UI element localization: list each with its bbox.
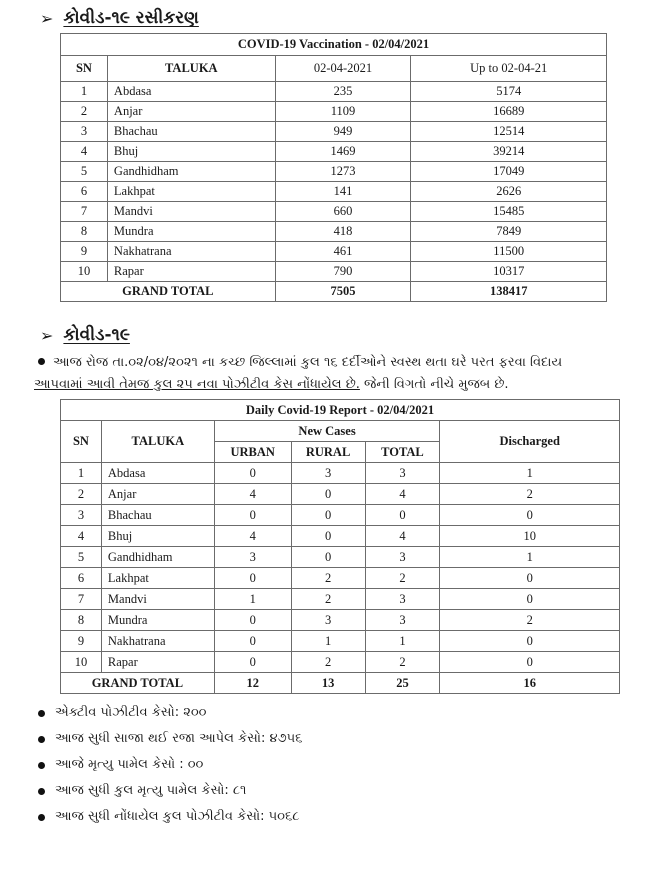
stats-list — [38, 700, 302, 830]
table-row — [61, 222, 607, 242]
grand-total-row — [61, 282, 607, 302]
cell-discharged: 2 — [440, 610, 620, 631]
cell-total: 3 — [365, 547, 440, 568]
cell-today: 141 — [275, 182, 411, 202]
table-row — [61, 547, 620, 568]
table-row — [61, 505, 620, 526]
stat-active-cases — [38, 700, 302, 726]
table-row — [61, 202, 607, 222]
cell-total: 2 — [365, 568, 440, 589]
cell-total: 1 — [365, 631, 440, 652]
cell-urban: 3 — [214, 547, 291, 568]
cell-taluka: Mundra — [101, 610, 214, 631]
cell-today: 1273 — [275, 162, 411, 182]
table-row — [61, 652, 620, 673]
cell-sn: 6 — [61, 182, 108, 202]
vaccination-heading-text: કોવીડ-૧૯ રસીકરણ — [63, 8, 199, 28]
cell-upto: 12514 — [411, 122, 607, 142]
cell-taluka: Nakhatrana — [101, 631, 214, 652]
table-row — [61, 162, 607, 182]
cell-total: 2 — [365, 652, 440, 673]
header-new-cases: New Cases — [214, 421, 440, 442]
cell-sn: 3 — [61, 505, 102, 526]
table-row — [61, 242, 607, 262]
cell-today: 660 — [275, 202, 411, 222]
table-row — [61, 122, 607, 142]
cell-taluka: Mundra — [107, 222, 275, 242]
cell-rural: 2 — [291, 568, 365, 589]
cell-discharged: 2 — [440, 484, 620, 505]
table-row — [61, 631, 620, 652]
header-total: TOTAL — [365, 442, 440, 463]
cell-upto: 10317 — [411, 262, 607, 282]
header-sn: SN — [61, 421, 102, 463]
cell-sn: 6 — [61, 568, 102, 589]
cell-total: 3 — [365, 610, 440, 631]
cell-urban: 0 — [214, 568, 291, 589]
cell-taluka: Rapar — [107, 262, 275, 282]
vaccination-table-title: COVID-19 Vaccination - 02/04/2021 — [61, 34, 607, 56]
cell-today: 1109 — [275, 102, 411, 122]
cell-taluka: Bhuj — [107, 142, 275, 162]
header-rural: RURAL — [291, 442, 365, 463]
cell-rural: 2 — [291, 652, 365, 673]
grand-total-upto: 138417 — [411, 282, 607, 302]
table-row — [61, 526, 620, 547]
cell-sn: 5 — [61, 162, 108, 182]
vaccination-heading — [40, 8, 199, 28]
cell-rural: 3 — [291, 610, 365, 631]
cell-discharged: 0 — [440, 652, 620, 673]
cell-rural: 0 — [291, 526, 365, 547]
table-row — [61, 463, 620, 484]
cell-upto: 17049 — [411, 162, 607, 182]
bullet-icon — [38, 358, 45, 365]
grand-total-today: 7505 — [275, 282, 411, 302]
cell-taluka: Mandvi — [107, 202, 275, 222]
cell-taluka: Lakhpat — [101, 568, 214, 589]
cell-rural: 0 — [291, 505, 365, 526]
cell-taluka: Bhuj — [101, 526, 214, 547]
cell-sn: 7 — [61, 202, 108, 222]
cell-upto: 11500 — [411, 242, 607, 262]
grand-total-rural: 13 — [291, 673, 365, 694]
cell-discharged: 0 — [440, 631, 620, 652]
grand-total-urban: 12 — [214, 673, 291, 694]
cell-taluka: Mandvi — [101, 589, 214, 610]
cell-discharged: 0 — [440, 589, 620, 610]
bullet-icon — [38, 788, 45, 795]
cell-upto: 5174 — [411, 82, 607, 102]
cell-rural: 0 — [291, 484, 365, 505]
grand-total-label: GRAND TOTAL — [61, 673, 215, 694]
cell-sn: 10 — [61, 262, 108, 282]
cell-taluka: Rapar — [101, 652, 214, 673]
grand-total-discharged: 16 — [440, 673, 620, 694]
cell-sn: 1 — [61, 463, 102, 484]
bullet-icon — [38, 814, 45, 821]
cell-rural: 0 — [291, 547, 365, 568]
table-row — [61, 484, 620, 505]
stat-text: આજે મૃત્યુ પામેલ કેસો : ૦૦ — [55, 757, 204, 772]
header-discharged: Discharged — [440, 421, 620, 463]
cell-today: 949 — [275, 122, 411, 142]
cell-urban: 4 — [214, 484, 291, 505]
header-urban: URBAN — [214, 442, 291, 463]
cell-total: 0 — [365, 505, 440, 526]
cell-taluka: Gandhidham — [107, 162, 275, 182]
stat-total-deaths — [38, 778, 302, 804]
cell-discharged: 0 — [440, 568, 620, 589]
cell-sn: 5 — [61, 547, 102, 568]
cell-sn: 9 — [61, 242, 108, 262]
cell-discharged: 0 — [440, 505, 620, 526]
cell-rural: 2 — [291, 589, 365, 610]
cell-urban: 0 — [214, 505, 291, 526]
cell-sn: 2 — [61, 102, 108, 122]
cell-upto: 15485 — [411, 202, 607, 222]
cell-total: 3 — [365, 463, 440, 484]
cell-sn: 4 — [61, 142, 108, 162]
cell-urban: 0 — [214, 631, 291, 652]
covid-heading-text: કોવીડ-૧૯ — [63, 325, 130, 345]
table-row — [61, 102, 607, 122]
cell-taluka: Abdasa — [107, 82, 275, 102]
table-row — [61, 589, 620, 610]
cell-urban: 0 — [214, 610, 291, 631]
cell-today: 418 — [275, 222, 411, 242]
stat-text: આજ સુધી સાજા થઈ રજા આપેલ કેસો: ૪૭૫૬ — [55, 731, 303, 746]
cell-taluka: Anjar — [101, 484, 214, 505]
cell-sn: 10 — [61, 652, 102, 673]
table-row — [61, 82, 607, 102]
stat-text: આજ સુધી નોંધાયેલ કુલ પોઝીટીવ કેસો: ૫૦૬૮ — [55, 809, 300, 824]
cell-rural: 1 — [291, 631, 365, 652]
cell-upto: 7849 — [411, 222, 607, 242]
cell-discharged: 1 — [440, 547, 620, 568]
cell-sn: 8 — [61, 222, 108, 242]
grand-total-row — [61, 673, 620, 694]
bullet-icon — [38, 710, 45, 717]
cell-urban: 1 — [214, 589, 291, 610]
cell-sn: 7 — [61, 589, 102, 610]
cell-total: 3 — [365, 589, 440, 610]
cell-urban: 0 — [214, 652, 291, 673]
header-today: 02-04-2021 — [275, 56, 411, 82]
grand-total-label: GRAND TOTAL — [61, 282, 276, 302]
cell-taluka: Lakhpat — [107, 182, 275, 202]
cell-rural: 3 — [291, 463, 365, 484]
cell-taluka: Nakhatrana — [107, 242, 275, 262]
cell-taluka: Gandhidham — [101, 547, 214, 568]
daily-report-table — [60, 399, 620, 694]
cell-total: 4 — [365, 526, 440, 547]
summary-line-1: આજ રોજ તા.૦૨/૦૪/૨૦૨૧ ના કચ્છ જિલ્લામાં કુલ ૧૬ દર્દીઓને સ્વસ્થ થતા ઘરે પરત ફરવા વિદાય — [53, 355, 563, 370]
daily-report-title: Daily Covid-19 Report - 02/04/2021 — [61, 400, 620, 421]
cell-taluka: Bhachau — [107, 122, 275, 142]
table-row — [61, 568, 620, 589]
covid-heading — [40, 325, 130, 345]
cell-taluka: Abdasa — [101, 463, 214, 484]
stat-deaths-today — [38, 752, 302, 778]
cell-upto: 2626 — [411, 182, 607, 202]
table-row — [61, 182, 607, 202]
cell-upto: 39214 — [411, 142, 607, 162]
cell-today: 235 — [275, 82, 411, 102]
arrowhead-bullet-icon: ➢ — [40, 8, 54, 28]
summary-line-2-underlined: આપવામાં આવી તેમજ કુલ ૨૫ નવા પોઝીટીવ કેસ નોંધાયેલ છે. — [34, 377, 360, 392]
vaccination-table — [60, 33, 607, 302]
summary-paragraph — [34, 352, 628, 396]
cell-sn: 9 — [61, 631, 102, 652]
cell-urban: 4 — [214, 526, 291, 547]
cell-today: 461 — [275, 242, 411, 262]
cell-sn: 2 — [61, 484, 102, 505]
stat-total-recovered — [38, 726, 302, 752]
cell-sn: 8 — [61, 610, 102, 631]
table-row — [61, 142, 607, 162]
stat-text: એક્ટીવ પોઝીટીવ કેસો: ૨૦૦ — [55, 705, 207, 720]
header-taluka: TALUKA — [101, 421, 214, 463]
cell-sn: 3 — [61, 122, 108, 142]
grand-total-total: 25 — [365, 673, 440, 694]
summary-line-2-rest: જેની વિગતો નીચે મુજબ છે. — [359, 377, 509, 392]
table-row — [61, 262, 607, 282]
cell-discharged: 1 — [440, 463, 620, 484]
cell-today: 790 — [275, 262, 411, 282]
cell-taluka: Bhachau — [101, 505, 214, 526]
header-upto: Up to 02-04-21 — [411, 56, 607, 82]
cell-sn: 4 — [61, 526, 102, 547]
table-row — [61, 610, 620, 631]
bullet-icon — [38, 762, 45, 769]
header-taluka: TALUKA — [107, 56, 275, 82]
stat-text: આજ સુધી કુલ મૃત્યુ પામેલ કેસો: ૮૧ — [55, 783, 247, 798]
stat-total-positive — [38, 804, 302, 830]
cell-upto: 16689 — [411, 102, 607, 122]
header-sn: SN — [61, 56, 108, 82]
cell-urban: 0 — [214, 463, 291, 484]
bullet-icon — [38, 736, 45, 743]
cell-taluka: Anjar — [107, 102, 275, 122]
arrowhead-bullet-icon: ➢ — [40, 325, 54, 345]
cell-discharged: 10 — [440, 526, 620, 547]
cell-total: 4 — [365, 484, 440, 505]
cell-sn: 1 — [61, 82, 108, 102]
cell-today: 1469 — [275, 142, 411, 162]
